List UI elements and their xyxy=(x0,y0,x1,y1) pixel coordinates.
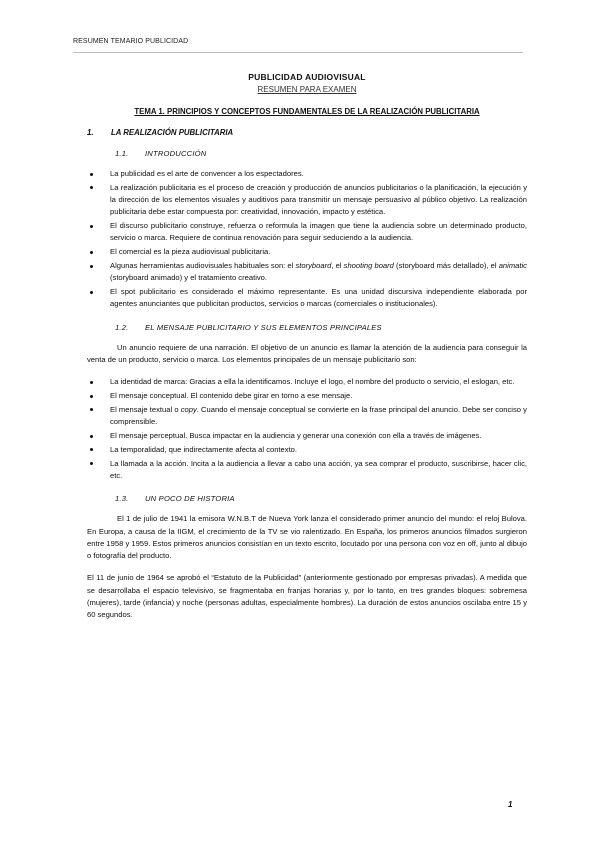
bullet-icon xyxy=(90,381,93,384)
bullet-icon xyxy=(90,462,93,465)
list-item: El comercial es la pieza audiovisual publicitaria. xyxy=(87,246,527,258)
message-intro-paragraph: Un anuncio requiere de una narración. El objetivo de un anuncio es llamar la atención de la audiencia para conseguir la venta de un producto, servicio o marca. Los elementos principales de un mensaje publicitario son: xyxy=(87,342,527,365)
list-item: El discurso publicitario construye, refuerza o reformula la imagen que tiene la audiencia sobre un determinado producto, servicio o marca. Requiere de continua renovación para seguir seduciendo a la audiencia. xyxy=(87,220,527,245)
intro-bullet-list xyxy=(87,168,527,311)
subsection-title: EL MENSAJE PUBLICITARIO Y SUS ELEMENTOS PRINCIPALES xyxy=(145,322,382,332)
page-content xyxy=(87,72,527,622)
list-item: El mensaje conceptual. El contenido debe girar en torno a ese mensaje. xyxy=(87,390,527,402)
page-number: 1 xyxy=(508,800,513,809)
bullet-icon xyxy=(90,435,93,438)
history-paragraph: El 11 de junio de 1964 se aprobó el “Estatuto de la Publicidad” (anteriormente gestionado por empresas privadas). A medida que se desarrollaba el espacio televisivo, se fragmentaba en franjas horarias y, por lo tanto, en tres grandes bloques: sobremesa (mujeres), tarde (infancia) y noche (personas adultas, especialmente hombres). La duración de estos anuncios oscilaba entre 15 y 60 segundos. xyxy=(87,573,527,620)
list-item: La temporalidad, que indirectamente afecta al contexto. xyxy=(87,444,527,456)
bullet-icon xyxy=(90,395,93,398)
topic-heading: TEMA 1. PRINCIPIOS Y CONCEPTOS FUNDAMENTALES DE LA REALIZACIÓN PUBLICITARIA xyxy=(134,107,480,116)
bullet-icon xyxy=(90,265,93,268)
message-bullet-list xyxy=(87,376,527,482)
list-item: Algunas herramientas audiovisuales habituales son: el storyboard, el shooting board (storyboard más detallado), el animatic (storyboard animado) y el tratamiento creativo. xyxy=(87,260,527,285)
section-title: LA REALIZACIÓN PUBLICITARIA xyxy=(111,128,234,137)
list-item: La publicidad es el arte de convencer a los espectadores. xyxy=(87,168,527,180)
bullet-icon xyxy=(90,291,93,294)
bullet-icon xyxy=(90,173,93,176)
subsection-number: 1.1. xyxy=(115,149,129,158)
list-item: El spot publicitario es considerado el máximo representante. Es una unidad discursiva independiente elaborada por agentes anunciantes que publicitan productos, servicios o marcas (comerciales o institucionales). xyxy=(87,286,527,311)
document-subtitle: RESUMEN PARA EXAMEN xyxy=(257,85,357,94)
history-paragraph: El 1 de julio de 1941 la emisora W.N.B.T de Nueva York lanza el considerado primer anuncio del mundo: el reloj Bulova. En Europa, a causa de la IIGM, el crecimiento de la TV se vio ralentizado. En España, los primeros anuncios filmados surgieron entre 1958 y 1959. Estos primeros anuncios consistían en un texto escrito, locutado por una persona con voz en off, junto al dibujo o fotografía del producto. xyxy=(87,514,527,561)
list-item: La realización publicitaria es el proceso de creación y producción de anuncios publicitarios o la planificación, la ejecución y la dirección de los elementos visuales y auditivos para transmitir un mensaje persuasivo al público objetivo. La realización publicitaria debe estar compuesta por: creatividad, innovación, impacto y estética. xyxy=(87,182,527,219)
subsection-heading-history xyxy=(115,494,527,503)
bullet-icon xyxy=(90,251,93,254)
bullet-icon xyxy=(90,225,93,228)
list-item: El mensaje textual o copy. Cuando el mensaje conceptual se convierte en la frase principal del anuncio. Debe ser conciso y comprensible. xyxy=(87,404,527,429)
subsection-number: 1.3. xyxy=(115,494,129,504)
subsection-title: UN POCO DE HISTORIA xyxy=(145,494,235,504)
subsection-heading-message xyxy=(115,323,527,332)
list-item: La identidad de marca: Gracias a ella la identificamos. Incluye el logo, el nombre del producto o servicio, el eslogan, etc. xyxy=(87,376,527,388)
list-item: El mensaje perceptual. Busca impactar en la audiencia y generar una conexión con ella a través de imágenes. xyxy=(87,430,527,442)
subsection-heading-intro xyxy=(115,149,527,158)
bullet-icon xyxy=(90,448,93,451)
document-title: PUBLICIDAD AUDIOVISUAL xyxy=(248,72,366,82)
header-divider xyxy=(73,52,523,53)
subsection-number: 1.2. xyxy=(115,322,129,332)
bullet-icon xyxy=(90,186,93,189)
list-item: La llamada a la acción. Incita a la audiencia a llevar a cabo una acción, ya sea comprar el producto, suscribirse, hacer clic, etc. xyxy=(87,458,527,483)
section-number: 1. xyxy=(87,128,94,137)
bullet-icon xyxy=(90,408,93,411)
section-heading xyxy=(87,128,527,137)
subsection-title: INTRODUCCIÓN xyxy=(145,149,207,158)
running-header: RESUMEN TEMARIO PUBLICIDAD xyxy=(73,38,189,45)
